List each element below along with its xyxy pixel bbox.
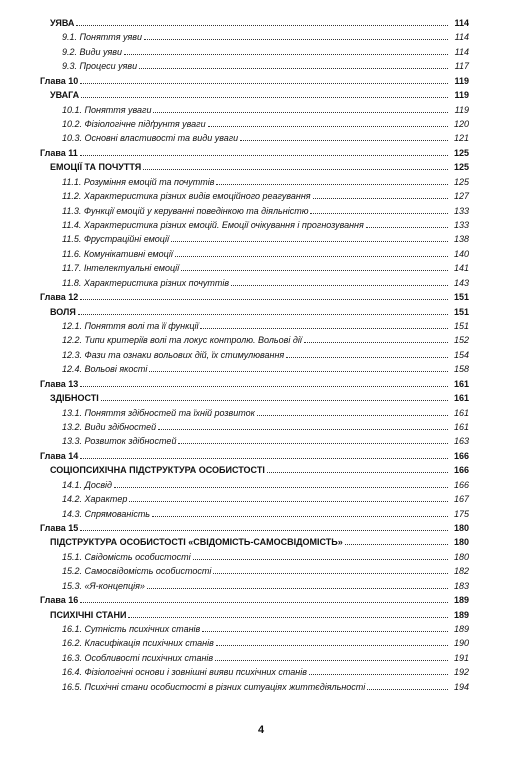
toc-entry-title: 16.2. Класифікація психічних станів — [62, 638, 214, 649]
dot-leader — [78, 314, 448, 315]
toc-entry-title: 10.2. Фізіологічне підґрунтя уваги — [62, 119, 206, 129]
dot-leader — [215, 660, 448, 661]
dot-leader — [80, 299, 448, 300]
toc-page-number: 163 — [453, 436, 469, 447]
dot-leader — [310, 213, 448, 214]
toc-sub-row — [0, 261, 522, 275]
toc-page-number: 127 — [453, 191, 469, 202]
toc-section-row — [0, 608, 522, 622]
toc-chapter-row — [0, 377, 522, 391]
toc-sub-row — [0, 651, 522, 665]
dot-leader — [257, 415, 448, 416]
toc-page-number: 125 — [453, 162, 469, 173]
toc-entry-title: ПСИХІЧНІ СТАНИ — [50, 609, 127, 620]
toc-page-number: 140 — [453, 248, 469, 259]
toc-entry-title: 9.3. Процеси уяви — [62, 61, 138, 72]
toc-page-number: 158 — [453, 364, 469, 375]
toc-sub-row — [0, 218, 522, 232]
toc-chapter-row — [0, 449, 522, 463]
toc-page-number: 182 — [453, 566, 469, 577]
toc-section-row — [0, 16, 522, 30]
toc-page-number: 138 — [453, 234, 469, 245]
toc-entry-title: 11.3. Функції емоцій у керуванні поведінкою та діяльністю — [62, 205, 309, 216]
dot-leader — [114, 487, 448, 488]
dot-leader — [367, 689, 448, 690]
dot-leader — [80, 155, 448, 156]
toc-entry-title: Глава 11 — [40, 147, 78, 158]
toc-page-number: 161 — [453, 393, 469, 404]
toc-page-number: 166 — [453, 450, 469, 461]
toc-page-number: 133 — [453, 220, 469, 231]
toc-entry-title: 11.7. Інтелектуальні емоції — [62, 263, 180, 274]
dot-leader — [267, 472, 448, 473]
toc-entry-title: 15.2. Самосвідомість особистості — [62, 566, 212, 577]
toc-entry-title: 11.4. Характеристика різних емоцій. Емоції очікування і прогнозування — [62, 220, 364, 231]
dot-leader — [213, 573, 448, 574]
toc-entry-title: 11.5. Фрустраційні емоції — [62, 234, 169, 245]
dot-leader — [202, 631, 448, 632]
toc-chapter-row — [0, 74, 522, 88]
toc-entry-title: СОЦІОПСИХІЧНА ПІДСТРУКТУРА ОСОБИСТОСТІ — [50, 465, 265, 476]
toc-page-number: 114 — [454, 32, 469, 43]
toc-page-number: 189 — [453, 609, 469, 620]
toc-sub-row — [0, 117, 522, 131]
dot-leader — [240, 140, 448, 141]
toc-page-number: 125 — [453, 147, 469, 158]
toc-page-number: 151 — [453, 292, 469, 303]
toc-entry-title: 11.8. Характеристика різних почуттів — [62, 277, 230, 288]
toc-entry-title: 16.4. Фізіологічні основи і зовнішні вияви психічних станів — [62, 667, 307, 678]
toc-sub-row — [0, 232, 522, 246]
toc-section-row — [0, 305, 522, 319]
toc-entry-title: ВОЛЯ — [50, 306, 76, 317]
toc-sub-row — [0, 131, 522, 145]
dot-leader — [80, 530, 448, 531]
toc-entry-title: 11.2. Характеристика різних видів емоційного реагування — [62, 191, 311, 202]
toc-section-row — [0, 88, 522, 102]
dot-leader — [76, 25, 448, 26]
dot-leader — [309, 674, 448, 675]
dot-leader — [124, 54, 448, 55]
toc-entry-title: Глава 10 — [40, 75, 79, 86]
dot-leader — [80, 386, 448, 387]
toc-sub-row — [0, 550, 522, 564]
toc-sub-row — [0, 348, 522, 362]
toc-page-number: 119 — [454, 75, 469, 86]
dot-leader — [81, 97, 448, 98]
dot-leader — [149, 371, 448, 372]
toc-page-number: 154 — [453, 349, 469, 360]
toc-page-number: 151 — [453, 321, 469, 332]
toc-entry-title: 10.1. Поняття уваги — [62, 104, 152, 115]
page-number: 4 — [257, 724, 265, 736]
toc-entry-title: 14.1. Досвід — [62, 479, 113, 490]
toc-page-number: 119 — [454, 90, 469, 101]
dot-leader — [158, 429, 448, 430]
toc-entry-title: 11.1. Розуміння емоцій та почуттів — [62, 176, 215, 187]
toc-chapter-row — [0, 146, 522, 160]
toc-section-row — [0, 463, 522, 477]
toc-sub-row — [0, 59, 522, 73]
toc-page-number: 161 — [453, 422, 469, 433]
toc-sub-row — [0, 622, 522, 636]
toc-sub-row — [0, 478, 522, 492]
toc-sub-row — [0, 333, 522, 347]
toc-page-number: 189 — [453, 624, 469, 635]
toc-sub-row — [0, 247, 522, 261]
toc-entry-title: 10.3. Основні властивості та види уваги — [62, 133, 239, 144]
toc-entry-title: ЗДІБНОСТІ — [50, 393, 99, 404]
toc-sub-row — [0, 420, 522, 434]
toc-entry-title: 11.6. Комунікативні емоції — [62, 248, 173, 259]
toc-sub-row — [0, 319, 522, 333]
toc-page-number: 119 — [454, 104, 469, 115]
dot-leader — [345, 544, 448, 545]
toc-entry-title: 12.2. Типи критеріїв волі та локус контролю. Вольові дії — [62, 335, 302, 346]
dot-leader — [231, 285, 448, 286]
toc-chapter-row — [0, 521, 522, 535]
toc-page-number: 141 — [453, 263, 469, 274]
toc-page-number: 120 — [453, 119, 469, 129]
toc-sub-row — [0, 406, 522, 420]
dot-leader — [178, 443, 448, 444]
toc-entry-title: УВАГА — [50, 90, 80, 101]
toc-entry-title: 15.3. «Я-концепція» — [62, 580, 145, 591]
dot-leader — [143, 169, 448, 170]
toc-sub-row — [0, 362, 522, 376]
dot-leader — [286, 357, 448, 358]
dot-leader — [304, 342, 448, 343]
toc-chapter-row — [0, 593, 522, 607]
toc-entry-title: ПІДСТРУКТУРА ОСОБИСТОСТІ «СВІДОМІСТЬ-САМОСВІДОМІСТЬ» — [50, 537, 343, 548]
toc-entry-title: 9.1. Поняття уяви — [62, 32, 143, 43]
toc-page-number: 152 — [453, 335, 469, 346]
toc-page-number: 194 — [453, 681, 469, 692]
dot-leader — [193, 559, 448, 560]
dot-leader — [80, 83, 448, 84]
toc-entry-title: Глава 15 — [40, 523, 79, 534]
dot-leader — [80, 458, 448, 459]
toc-sub-row — [0, 204, 522, 218]
toc-page-number: 161 — [453, 378, 469, 389]
toc-chapter-row — [0, 290, 522, 304]
toc-page-number: 180 — [453, 523, 469, 534]
toc-entry-title: 14.3. Спрямованість — [62, 508, 151, 519]
toc-page-number: 175 — [453, 508, 469, 519]
toc-entry-title: ЕМОЦІЇ ТА ПОЧУТТЯ — [50, 162, 142, 173]
toc-page-number: 166 — [453, 479, 469, 490]
toc-entry-title: Глава 13 — [40, 378, 79, 389]
toc-sub-row — [0, 103, 522, 117]
dot-leader — [139, 68, 448, 69]
toc-sub-row — [0, 564, 522, 578]
toc-sub-row — [0, 665, 522, 679]
dot-leader — [175, 256, 448, 257]
dot-leader — [153, 112, 448, 113]
dot-leader — [128, 617, 448, 618]
toc-page-number: 143 — [453, 277, 469, 288]
toc-sub-row — [0, 189, 522, 203]
toc-entry-title: Глава 12 — [40, 292, 79, 303]
dot-leader — [129, 501, 448, 502]
dot-leader — [171, 241, 448, 242]
toc-section-row — [0, 391, 522, 405]
toc-page-number: 151 — [453, 306, 469, 317]
toc-page-number: 161 — [453, 407, 469, 418]
toc-page-number: 114 — [454, 18, 469, 28]
toc-page-number: 180 — [453, 537, 469, 548]
toc-sub-row — [0, 636, 522, 650]
toc-sub-row — [0, 30, 522, 44]
toc-sub-row — [0, 434, 522, 448]
toc-page-number: 191 — [453, 652, 469, 663]
toc-entry-title: 12.3. Фази та ознаки вольових дій, їх стимулювання — [62, 349, 285, 360]
toc-entry-title: УЯВА — [50, 18, 75, 28]
dot-leader — [147, 588, 448, 589]
dot-leader — [313, 198, 448, 199]
dot-leader — [216, 184, 448, 185]
toc-sub-row — [0, 680, 522, 694]
toc-page-number: 180 — [453, 551, 469, 562]
dot-leader — [101, 400, 448, 401]
toc-page-number: 133 — [453, 205, 469, 216]
toc-entry-title: 12.4. Вольові якості — [62, 364, 148, 375]
toc-sub-row — [0, 276, 522, 290]
toc-entry-title: 16.5. Психічні стани особистості в різних ситуаціях життєдіяльності — [62, 681, 366, 692]
dot-leader — [152, 516, 448, 517]
toc-page-number: 121 — [453, 133, 469, 144]
toc-page-number: 166 — [453, 465, 469, 476]
toc-entry-title: 9.2. Види уяви — [62, 46, 123, 57]
toc-page-number: 167 — [453, 494, 469, 505]
toc-page-number: 117 — [454, 61, 469, 72]
toc-section-row — [0, 160, 522, 174]
toc-entry-title: 13.1. Поняття здібностей та їхній розвиток — [62, 407, 255, 418]
toc-sub-row — [0, 45, 522, 59]
dot-leader — [144, 39, 448, 40]
dot-leader — [366, 227, 448, 228]
toc-sub-row — [0, 175, 522, 189]
toc-sub-row — [0, 579, 522, 593]
toc-entry-title: 16.3. Особливості психічних станів — [62, 652, 214, 663]
toc-section-row — [0, 535, 522, 549]
toc-entry-title: 13.2. Види здібностей — [62, 422, 157, 433]
toc-page-number: 125 — [453, 176, 469, 187]
dot-leader — [216, 645, 448, 646]
toc-page-number: 183 — [453, 580, 469, 591]
dot-leader — [80, 602, 448, 603]
dot-leader — [200, 328, 448, 329]
toc-entry-title: 15.1. Свідомість особистості — [62, 551, 191, 562]
dot-leader — [181, 270, 448, 271]
toc-page-number: 190 — [453, 638, 469, 649]
toc-page-number: 192 — [453, 667, 469, 678]
toc-sub-row — [0, 492, 522, 506]
dot-leader — [208, 126, 448, 127]
toc-entry-title: 12.1. Поняття волі та її функції — [62, 321, 199, 332]
toc-page-number: 114 — [454, 46, 469, 57]
toc-page-number: 189 — [453, 595, 469, 606]
toc-sub-row — [0, 507, 522, 521]
toc-entry-title: 13.3. Розвиток здібностей — [62, 436, 177, 447]
toc-entry-title: 16.1. Сутність психічних станів — [62, 624, 201, 635]
toc-entry-title: 14.2. Характер — [62, 494, 128, 505]
toc-entry-title: Глава 14 — [40, 450, 79, 461]
toc-entry-title: Глава 16 — [40, 595, 79, 606]
